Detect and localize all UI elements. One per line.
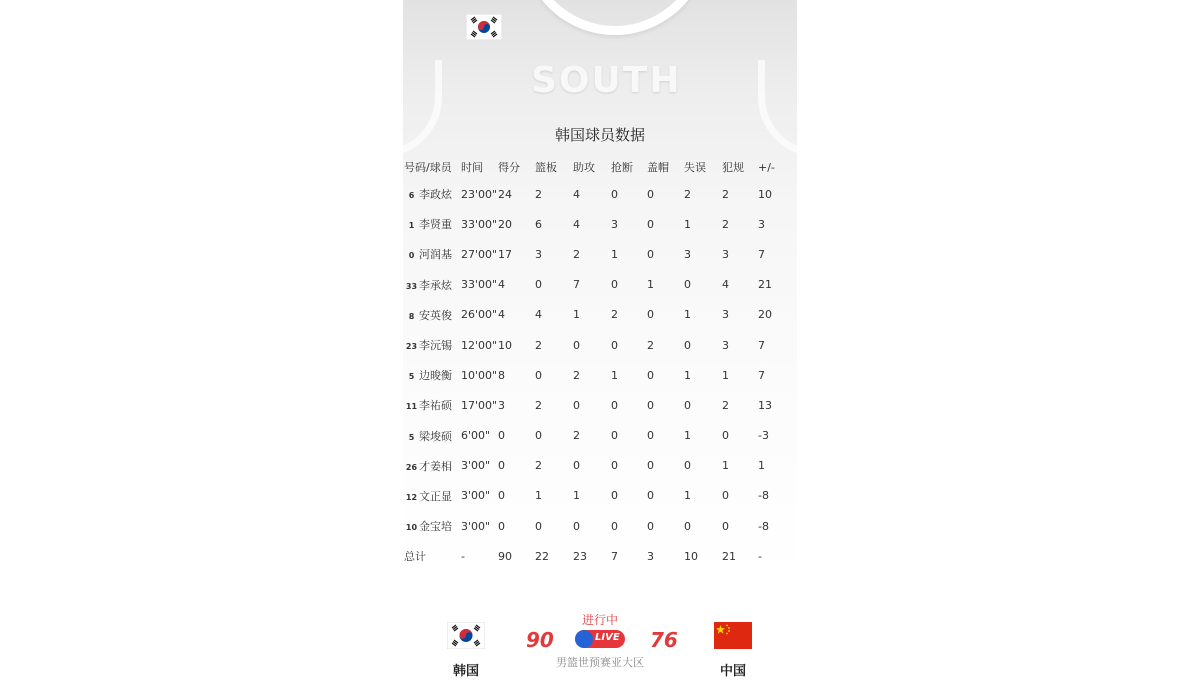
player-name: 河润基 — [419, 248, 452, 262]
stat-plus-minus: 7 — [758, 368, 765, 382]
table-row — [404, 179, 794, 209]
player-name: 李祐硕 — [419, 399, 452, 413]
totals-turnovers: 10 — [684, 549, 698, 563]
basketball-league-icon — [575, 630, 593, 648]
stat-time: 6'00" — [461, 429, 491, 443]
stat-time: 27'00" — [461, 247, 498, 261]
stat-points: 24 — [498, 187, 512, 201]
stat-rebounds: 1 — [535, 489, 542, 503]
player-cell — [404, 330, 461, 360]
stat-assists: 2 — [573, 247, 580, 261]
stat-points: 8 — [498, 368, 505, 382]
stat-rebounds: 2 — [535, 187, 542, 201]
stat-points: 17 — [498, 247, 512, 261]
totals-fouls: 21 — [722, 549, 736, 563]
stat-steals: 0 — [611, 429, 618, 443]
stat-rebounds: 0 — [535, 519, 542, 533]
stat-assists: 1 — [573, 489, 580, 503]
jersey-number: 23 — [405, 342, 418, 352]
jersey-number: 5 — [408, 432, 415, 442]
stat-steals: 0 — [611, 519, 618, 533]
table-row — [404, 209, 794, 239]
player-cell — [404, 209, 461, 239]
player-name: 才姜相 — [419, 459, 452, 473]
player-stats-table — [404, 155, 794, 571]
totals-label: 总计 — [404, 550, 426, 564]
stat-turnovers: 0 — [684, 278, 691, 292]
stat-time: 33'00" — [461, 217, 498, 231]
stat-plus-minus: -8 — [758, 489, 769, 503]
stat-plus-minus: 7 — [758, 338, 765, 352]
stat-fouls: 1 — [722, 368, 729, 382]
stat-turnovers: 1 — [684, 217, 691, 231]
stat-plus-minus: -3 — [758, 429, 769, 443]
stat-points: 20 — [498, 217, 512, 231]
stat-time: 33'00" — [461, 278, 498, 292]
stat-time: 10'00" — [461, 368, 498, 382]
stat-points: 10 — [498, 338, 512, 352]
player-cell — [404, 179, 461, 209]
stat-assists: 0 — [573, 459, 580, 473]
stat-turnovers: 0 — [684, 338, 691, 352]
totals-steals: 7 — [611, 549, 618, 563]
player-name: 梁埈硕 — [419, 429, 452, 443]
stat-points: 0 — [498, 519, 505, 533]
player-cell — [404, 390, 461, 420]
south-korea-flag-icon — [447, 622, 485, 649]
stat-blocks: 0 — [647, 489, 654, 503]
stat-rebounds: 2 — [535, 459, 542, 473]
player-name: 李承炫 — [419, 278, 452, 292]
header-rebounds: 篮板 — [535, 161, 557, 174]
stat-turnovers: 0 — [684, 519, 691, 533]
table-row — [404, 421, 794, 451]
stat-rebounds: 6 — [535, 217, 542, 231]
stat-turnovers: 1 — [684, 429, 691, 443]
jersey-neckline — [521, 0, 709, 35]
player-cell — [404, 300, 461, 330]
stat-turnovers: 0 — [684, 459, 691, 473]
table-row — [404, 239, 794, 269]
jersey-number: 33 — [405, 281, 418, 291]
table-row — [404, 300, 794, 330]
header-points: 得分 — [498, 161, 520, 174]
table-row — [404, 451, 794, 481]
stat-points: 0 — [498, 459, 505, 473]
stat-time: 23'00" — [461, 187, 498, 201]
stat-turnovers: 1 — [684, 308, 691, 322]
home-team-name: 韩国 — [452, 664, 479, 679]
stat-time: 3'00" — [461, 519, 491, 533]
jersey-number: 1 — [408, 221, 415, 231]
stat-rebounds: 0 — [535, 429, 542, 443]
live-badge[interactable] — [575, 630, 625, 648]
home-score: 90 — [526, 628, 554, 652]
stat-plus-minus: 10 — [758, 187, 772, 201]
table-row — [404, 270, 794, 300]
player-name: 金宝培 — [419, 520, 452, 534]
stat-fouls: 0 — [722, 489, 729, 503]
jersey-number: 10 — [405, 523, 418, 533]
stat-steals: 0 — [611, 278, 618, 292]
player-cell — [404, 239, 461, 269]
stat-fouls: 3 — [722, 308, 729, 322]
player-cell — [404, 451, 461, 481]
player-name: 李贤重 — [419, 218, 452, 232]
stat-assists: 0 — [573, 519, 580, 533]
stat-blocks: 0 — [647, 398, 654, 412]
stat-assists: 1 — [573, 308, 580, 322]
jersey-number: 0 — [408, 251, 415, 261]
stat-fouls: 0 — [722, 429, 729, 443]
table-row — [404, 360, 794, 390]
stat-blocks: 0 — [647, 247, 654, 261]
table-header-row — [404, 155, 794, 179]
stat-fouls: 3 — [722, 338, 729, 352]
away-score: 76 — [650, 628, 678, 652]
jersey-number: 12 — [405, 492, 418, 502]
stat-plus-minus: 1 — [758, 459, 765, 473]
stat-steals: 0 — [611, 187, 618, 201]
header-assists: 助攻 — [573, 161, 595, 174]
stat-time: 17'00" — [461, 398, 498, 412]
stat-turnovers: 0 — [684, 398, 691, 412]
stat-blocks: 0 — [647, 368, 654, 382]
stat-rebounds: 3 — [535, 247, 542, 261]
stat-steals: 3 — [611, 217, 618, 231]
stat-blocks: 0 — [647, 308, 654, 322]
stat-blocks: 0 — [647, 519, 654, 533]
jersey-number: 6 — [408, 191, 415, 201]
stat-blocks: 0 — [647, 217, 654, 231]
stat-points: 0 — [498, 429, 505, 443]
stat-blocks: 0 — [647, 187, 654, 201]
stat-fouls: 3 — [722, 247, 729, 261]
player-cell — [404, 360, 461, 390]
away-team-name: 中国 — [719, 664, 746, 679]
china-flag-icon — [714, 622, 752, 649]
stat-turnovers: 2 — [684, 187, 691, 201]
player-name: 李沅锡 — [419, 339, 452, 353]
player-name: 安英俊 — [419, 308, 452, 322]
player-cell — [404, 421, 461, 451]
stat-points: 4 — [498, 278, 505, 292]
player-cell — [404, 481, 461, 511]
live-label: LIVE — [595, 632, 620, 643]
stat-time: 3'00" — [461, 459, 491, 473]
totals-time: - — [461, 549, 465, 563]
stat-turnovers: 1 — [684, 368, 691, 382]
stat-blocks: 2 — [647, 338, 654, 352]
stat-rebounds: 0 — [535, 278, 542, 292]
header-player: 号码/球员 — [404, 161, 452, 174]
jersey-number: 8 — [408, 311, 415, 321]
stat-rebounds: 4 — [535, 308, 542, 322]
stat-steals: 1 — [611, 247, 618, 261]
player-name: 文正显 — [419, 489, 452, 503]
stat-assists: 4 — [573, 187, 580, 201]
player-cell — [404, 270, 461, 300]
stat-assists: 0 — [573, 338, 580, 352]
stat-assists: 7 — [573, 278, 580, 292]
stat-steals: 2 — [611, 308, 618, 322]
stat-plus-minus: 20 — [758, 308, 772, 322]
stat-points: 0 — [498, 489, 505, 503]
header-fouls: 犯规 — [722, 161, 744, 174]
stat-fouls: 2 — [722, 217, 729, 231]
stat-steals: 0 — [611, 338, 618, 352]
south-korea-flag-icon — [466, 14, 502, 40]
header-time: 时间 — [461, 161, 483, 174]
player-cell — [404, 511, 461, 541]
totals-plus-minus: - — [758, 549, 762, 563]
stat-turnovers: 1 — [684, 489, 691, 503]
totals-blocks: 3 — [647, 549, 654, 563]
stat-turnovers: 3 — [684, 247, 691, 261]
stat-blocks: 1 — [647, 278, 654, 292]
stat-assists: 2 — [573, 429, 580, 443]
header-steals: 抢断 — [611, 161, 633, 174]
league-name: 男篮世预赛亚大区 — [556, 656, 644, 669]
stat-fouls: 4 — [722, 278, 729, 292]
totals-rebounds: 22 — [535, 549, 549, 563]
stat-assists: 0 — [573, 398, 580, 412]
stat-plus-minus: 13 — [758, 398, 772, 412]
jersey-number: 26 — [405, 462, 418, 472]
stat-points: 4 — [498, 308, 505, 322]
totals-points: 90 — [498, 549, 512, 563]
stat-time: 3'00" — [461, 489, 491, 503]
stat-fouls: 2 — [722, 398, 729, 412]
player-name: 边晙衡 — [419, 369, 452, 383]
table-row — [404, 511, 794, 541]
stat-points: 3 — [498, 398, 505, 412]
jersey-lettering: SOUTH — [531, 60, 682, 101]
jersey-number: 5 — [408, 372, 415, 382]
header-blocks: 盖帽 — [647, 161, 669, 174]
stat-fouls: 2 — [722, 187, 729, 201]
totals-row — [404, 541, 794, 571]
stat-fouls: 0 — [722, 519, 729, 533]
stat-plus-minus: 3 — [758, 217, 765, 231]
stat-assists: 4 — [573, 217, 580, 231]
table-row — [404, 390, 794, 420]
stat-rebounds: 2 — [535, 398, 542, 412]
stat-fouls: 1 — [722, 459, 729, 473]
stat-steals: 1 — [611, 368, 618, 382]
stat-steals: 0 — [611, 489, 618, 503]
stat-assists: 2 — [573, 368, 580, 382]
header-turnovers: 失误 — [684, 161, 706, 174]
stat-blocks: 0 — [647, 459, 654, 473]
stat-plus-minus: -8 — [758, 519, 769, 533]
stat-plus-minus: 21 — [758, 278, 772, 292]
stat-plus-minus: 7 — [758, 247, 765, 261]
game-status: 进行中 — [581, 613, 618, 627]
stat-blocks: 0 — [647, 429, 654, 443]
table-row — [404, 481, 794, 511]
player-name: 李政炫 — [419, 188, 452, 202]
stat-time: 26'00" — [461, 308, 498, 322]
header-plus-minus: +/- — [758, 160, 775, 174]
stat-rebounds: 2 — [535, 338, 542, 352]
stat-steals: 0 — [611, 398, 618, 412]
totals-assists: 23 — [573, 549, 587, 563]
jersey-number: 11 — [405, 402, 418, 412]
table-row — [404, 330, 794, 360]
stat-rebounds: 0 — [535, 368, 542, 382]
stat-time: 12'00" — [461, 338, 498, 352]
stat-steals: 0 — [611, 459, 618, 473]
page-title: 韩国球员数据 — [554, 126, 645, 144]
